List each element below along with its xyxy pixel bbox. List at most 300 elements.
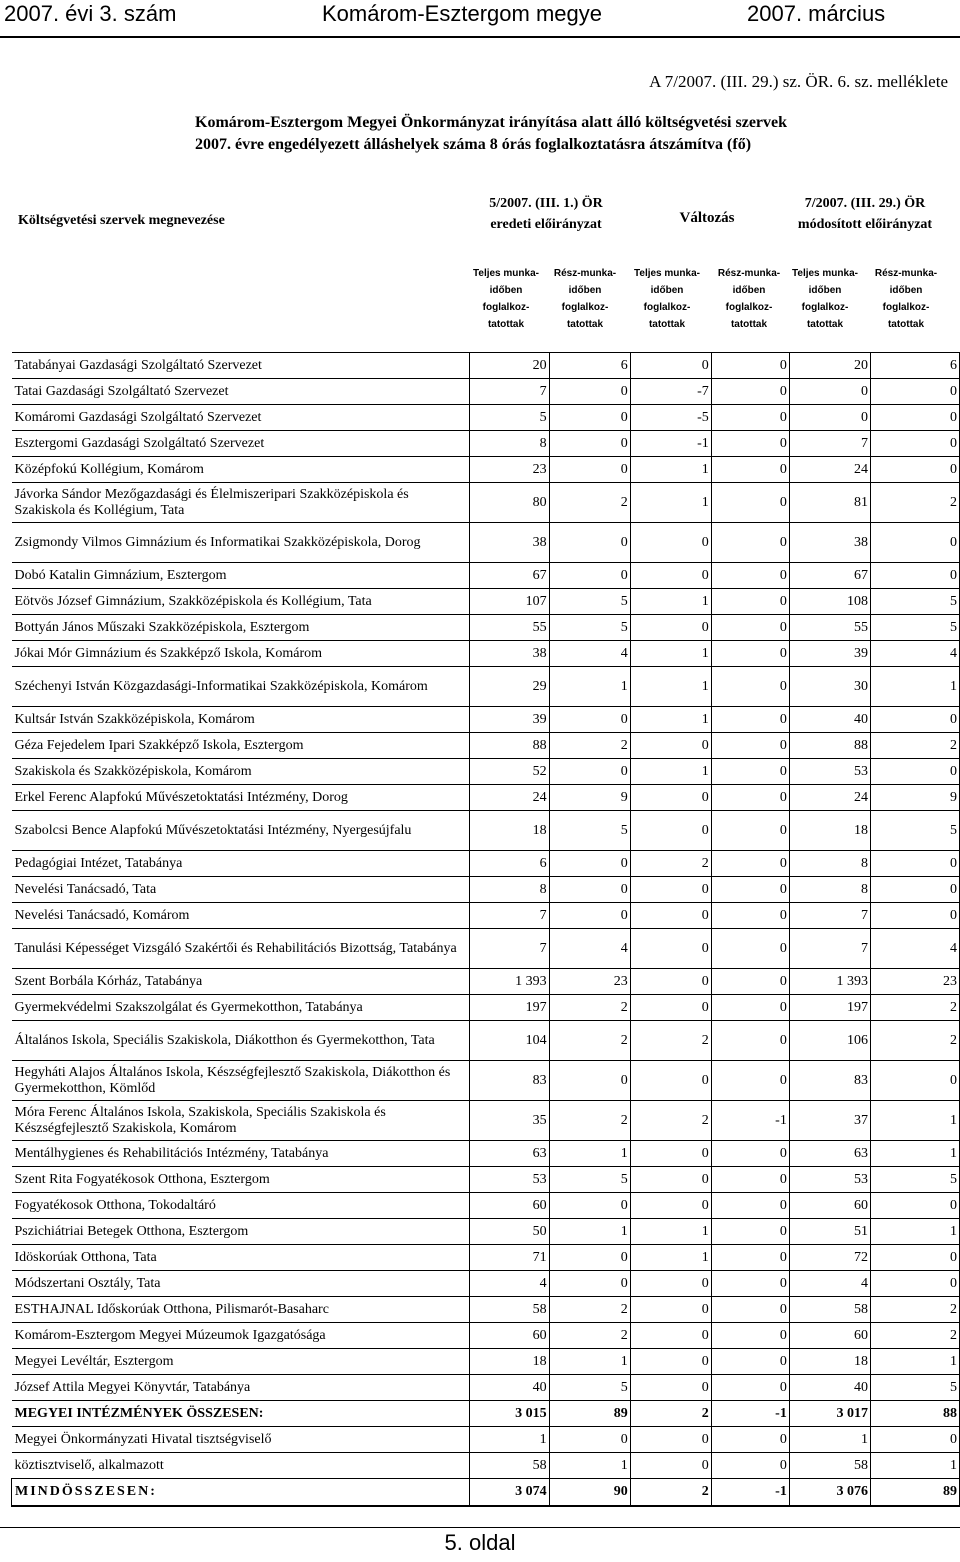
institution-name: Kultsár István Szakközépiskola, Komárom — [12, 707, 470, 733]
value-cell: 8 — [789, 851, 870, 877]
value-cell: 2 — [871, 1323, 960, 1349]
table-row — [12, 1349, 960, 1375]
value-cell: 0 — [549, 457, 630, 483]
value-cell: 1 — [549, 1453, 630, 1479]
value-cell: 0 — [711, 523, 789, 563]
value-cell: 0 — [871, 903, 960, 929]
institution-name: Szakiskola és Szakközépiskola, Komárom — [12, 759, 470, 785]
value-cell: 81 — [789, 483, 870, 523]
value-cell: 4 — [871, 929, 960, 969]
table-row — [12, 563, 960, 589]
institution-name: Mentálhygienes és Rehabilitációs Intézmény, Tatabánya — [12, 1141, 470, 1167]
value-cell: -1 — [711, 1101, 789, 1141]
value-cell: 0 — [711, 589, 789, 615]
value-cell: 1 — [871, 1101, 960, 1141]
value-cell: 0 — [711, 1271, 789, 1297]
value-cell: 6 — [871, 353, 960, 379]
sub-header-line: Rész-munka- — [717, 268, 781, 279]
table-row — [12, 1297, 960, 1323]
value-cell: 60 — [789, 1193, 870, 1219]
sub-header-line: időben — [889, 285, 923, 296]
value-cell: 2 — [871, 1021, 960, 1061]
value-cell: 0 — [711, 1021, 789, 1061]
institution-name: Idöskorúak Otthona, Tata — [12, 1245, 470, 1271]
value-cell: 58 — [789, 1297, 870, 1323]
table-row — [12, 667, 960, 707]
value-cell: 1 — [630, 667, 711, 707]
value-cell: 7 — [470, 929, 549, 969]
value-cell: 1 — [630, 707, 711, 733]
value-cell: 8 — [470, 431, 549, 457]
value-cell: 0 — [630, 1297, 711, 1323]
title-line-1: Komárom-Esztergom Megyei Önkormányzat irányítása alatt álló költségvetési szervek — [195, 114, 788, 131]
value-cell: 2 — [630, 851, 711, 877]
value-cell: 0 — [630, 1193, 711, 1219]
sub-header-line: foglalkoz- — [482, 302, 530, 313]
value-cell: 104 — [470, 1021, 549, 1061]
table-row — [12, 641, 960, 667]
institution-name: Hegyháti Alajos Általános Iskola, Készségfejlesztő Szakiskola, Diákotthon és Gyermekotthon, Kömlőd — [12, 1061, 470, 1101]
modified-budget-label: módosított előirányzat — [797, 217, 933, 232]
value-cell: 23 — [470, 457, 549, 483]
institution-name: MEGYEI INTÉZMÉNYEK ÖSSZESEN: — [12, 1401, 470, 1427]
value-cell: 1 — [630, 1219, 711, 1245]
institution-name: Tanulási Képességet Vizsgáló Szakértői és Rehabilitációs Bizottság, Tatabánya — [12, 929, 470, 969]
value-cell: 197 — [789, 995, 870, 1021]
institution-name: Nevelési Tanácsadó, Tata — [12, 877, 470, 903]
table-row — [12, 405, 960, 431]
value-cell: 1 — [871, 667, 960, 707]
institution-name: Megyei Levéltár, Esztergom — [12, 1349, 470, 1375]
value-cell: 0 — [711, 457, 789, 483]
table-row — [12, 785, 960, 811]
value-cell: 1 — [630, 1245, 711, 1271]
institution-name: Jókai Mór Gimnázium és Szakképző Iskola, Komárom — [12, 641, 470, 667]
value-cell: 24 — [470, 785, 549, 811]
institution-name: köztisztviselő, alkalmazott — [12, 1453, 470, 1479]
value-cell: 0 — [871, 1271, 960, 1297]
table-row — [12, 969, 960, 995]
value-cell: 0 — [711, 1453, 789, 1479]
value-cell: 0 — [549, 1427, 630, 1453]
table-row — [12, 589, 960, 615]
value-cell: 2 — [549, 995, 630, 1021]
sub-header-line: időben — [568, 285, 602, 296]
table-row — [12, 733, 960, 759]
table-row — [12, 1167, 960, 1193]
value-cell: 55 — [789, 615, 870, 641]
value-cell: 0 — [871, 457, 960, 483]
value-cell: 2 — [630, 1479, 711, 1506]
value-cell: 0 — [549, 707, 630, 733]
institution-name: Szent Rita Fogyatékosok Otthona, Esztergom — [12, 1167, 470, 1193]
value-cell: 2 — [549, 1021, 630, 1061]
value-cell: 0 — [871, 1193, 960, 1219]
date-label: 2007. március — [747, 1, 886, 26]
value-cell: 0 — [711, 483, 789, 523]
county-label: Komárom-Esztergom megye — [322, 1, 602, 26]
value-cell: 0 — [549, 431, 630, 457]
value-cell: 38 — [789, 523, 870, 563]
value-cell: 8 — [789, 877, 870, 903]
value-cell: 0 — [630, 929, 711, 969]
sub-header-line: tatottak — [730, 319, 768, 330]
value-cell: 60 — [470, 1193, 549, 1219]
institution-name: Általános Iskola, Speciális Szakiskola, Diákotthon és Gyermekotthon, Tata — [12, 1021, 470, 1061]
sub-header-line: foglalkoz- — [882, 302, 930, 313]
sub-header-5 — [785, 265, 865, 333]
value-cell: 1 — [549, 667, 630, 707]
table-row — [12, 457, 960, 483]
value-cell: 0 — [711, 707, 789, 733]
value-cell: 3 017 — [789, 1401, 870, 1427]
value-cell: 0 — [630, 785, 711, 811]
sub-header-line: Rész-munka- — [874, 268, 938, 279]
value-cell: 0 — [789, 405, 870, 431]
value-cell: 0 — [711, 1219, 789, 1245]
value-cell: 40 — [789, 1375, 870, 1401]
value-cell: 2 — [549, 1323, 630, 1349]
value-cell: 0 — [549, 405, 630, 431]
value-cell: 5 — [871, 811, 960, 851]
value-cell: 3 015 — [470, 1401, 549, 1427]
value-cell: 40 — [789, 707, 870, 733]
value-cell: 0 — [630, 523, 711, 563]
sub-header-line: foglalkoz- — [643, 302, 691, 313]
value-cell: 1 — [549, 1349, 630, 1375]
institution-name: Zsigmondy Vilmos Gimnázium és Informatikai Szakközépiskola, Dorog — [12, 523, 470, 563]
table-row — [12, 929, 960, 969]
value-cell: 0 — [871, 1427, 960, 1453]
value-cell: 0 — [711, 431, 789, 457]
value-cell: 0 — [549, 759, 630, 785]
value-cell: 0 — [871, 563, 960, 589]
value-cell: 4 — [549, 641, 630, 667]
value-cell: 0 — [871, 707, 960, 733]
value-cell: 67 — [470, 563, 549, 589]
sub-header-1 — [466, 265, 546, 333]
value-cell: 0 — [711, 851, 789, 877]
value-cell: 0 — [711, 1297, 789, 1323]
table-row — [12, 353, 960, 379]
value-cell: 0 — [630, 1271, 711, 1297]
value-cell: 1 — [871, 1453, 960, 1479]
value-cell: 2 — [630, 1101, 711, 1141]
value-cell: 35 — [470, 1101, 549, 1141]
value-cell: 0 — [871, 379, 960, 405]
value-cell: 2 — [871, 1297, 960, 1323]
value-cell: 1 — [871, 1219, 960, 1245]
table-row — [12, 1479, 960, 1506]
table-row — [12, 877, 960, 903]
table-row — [12, 759, 960, 785]
value-cell: 0 — [549, 1193, 630, 1219]
value-cell: 5 — [871, 615, 960, 641]
value-cell: 5 — [549, 589, 630, 615]
sub-header-4 — [709, 265, 789, 333]
value-cell: 0 — [630, 995, 711, 1021]
value-cell: 5 — [549, 1167, 630, 1193]
value-cell: 18 — [470, 1349, 549, 1375]
value-cell: 83 — [789, 1061, 870, 1101]
institution-name: Módszertani Osztály, Tata — [12, 1271, 470, 1297]
value-cell: 1 — [470, 1427, 549, 1453]
value-cell: 107 — [470, 589, 549, 615]
institution-name: Erkel Ferenc Alapfokú Művészetoktatási Intézmény, Dorog — [12, 785, 470, 811]
value-cell: -1 — [630, 431, 711, 457]
value-cell: 0 — [549, 903, 630, 929]
value-cell: 7 — [470, 379, 549, 405]
institution-name: Szabolcsi Bence Alapfokú Művészetoktatási Intézmény, Nyergesújfalu — [12, 811, 470, 851]
institution-name: Gyermekvédelmi Szakszolgálat és Gyermekotthon, Tatabánya — [12, 995, 470, 1021]
value-cell: 1 — [549, 1141, 630, 1167]
table-row — [12, 1021, 960, 1061]
table-row — [12, 1323, 960, 1349]
value-cell: 0 — [711, 667, 789, 707]
sub-header-line: foglalkoz- — [725, 302, 773, 313]
value-cell: 7 — [470, 903, 549, 929]
value-cell: 40 — [470, 1375, 549, 1401]
value-cell: 38 — [470, 523, 549, 563]
value-cell: 0 — [711, 615, 789, 641]
value-cell: 72 — [789, 1245, 870, 1271]
sub-header-6 — [866, 265, 946, 333]
sub-header-line: időben — [732, 285, 766, 296]
value-cell: 88 — [871, 1401, 960, 1427]
table-row — [12, 523, 960, 563]
value-cell: 2 — [549, 1101, 630, 1141]
value-cell: 5 — [871, 589, 960, 615]
value-cell: 83 — [470, 1061, 549, 1101]
value-cell: 53 — [789, 1167, 870, 1193]
value-cell: 0 — [871, 877, 960, 903]
institution-name: Széchenyi István Közgazdasági-Informatikai Szakközépiskola, Komárom — [12, 667, 470, 707]
value-cell: 58 — [470, 1453, 549, 1479]
value-cell: 5 — [871, 1167, 960, 1193]
institution-name: Komárom-Esztergom Megyei Múzeumok Igazgatósága — [12, 1323, 470, 1349]
value-cell: 1 — [789, 1427, 870, 1453]
value-cell: 0 — [711, 929, 789, 969]
value-cell: 197 — [470, 995, 549, 1021]
value-cell: 0 — [871, 405, 960, 431]
sub-header-line: Teljes munka- — [634, 268, 700, 279]
table-row — [12, 1271, 960, 1297]
name-column-header: Költségvetési szervek megnevezése — [18, 213, 225, 228]
value-cell: -1 — [711, 1401, 789, 1427]
value-cell: 0 — [871, 1245, 960, 1271]
table-row — [12, 903, 960, 929]
value-cell: 0 — [549, 563, 630, 589]
value-cell: 63 — [789, 1141, 870, 1167]
original-budget-label: eredeti előirányzat — [490, 217, 602, 232]
institution-name: Eötvös József Gimnázium, Szakközépiskola és Kollégium, Tata — [12, 589, 470, 615]
institution-name: Jávorka Sándor Mezőgazdasági és Élelmiszeripari Szakközépiskola és Szakiskola és Kollégium, Tata — [12, 483, 470, 523]
institution-name: Szent Borbála Kórház, Tatabánya — [12, 969, 470, 995]
table-row — [12, 1101, 960, 1141]
value-cell: 5 — [871, 1375, 960, 1401]
value-cell: 67 — [789, 563, 870, 589]
table-row — [12, 707, 960, 733]
value-cell: 0 — [630, 1141, 711, 1167]
value-cell: 0 — [711, 379, 789, 405]
institution-name: Megyei Önkormányzati Hivatal tisztségviselő — [12, 1427, 470, 1453]
value-cell: 20 — [470, 353, 549, 379]
value-cell: -7 — [630, 379, 711, 405]
value-cell: 0 — [549, 379, 630, 405]
table-row — [12, 483, 960, 523]
value-cell: 0 — [711, 1375, 789, 1401]
table-row — [12, 1219, 960, 1245]
value-cell: 88 — [789, 733, 870, 759]
modified-budget-decree: 7/2007. (III. 29.) ÖR — [804, 196, 926, 211]
value-cell: 1 — [630, 641, 711, 667]
table-row — [12, 1375, 960, 1401]
value-cell: 3 076 — [789, 1479, 870, 1506]
sub-header-line: időben — [808, 285, 842, 296]
value-cell: 6 — [470, 851, 549, 877]
value-cell: 0 — [711, 1349, 789, 1375]
institution-name: Pszichiátriai Betegek Otthona, Esztergom — [12, 1219, 470, 1245]
value-cell: 0 — [711, 995, 789, 1021]
value-cell: 38 — [470, 641, 549, 667]
table-row — [12, 1401, 960, 1427]
sub-header-line: Teljes munka- — [792, 268, 858, 279]
value-cell: 60 — [789, 1323, 870, 1349]
value-cell: 0 — [630, 877, 711, 903]
value-cell: 0 — [789, 379, 870, 405]
value-cell: 5 — [470, 405, 549, 431]
institution-name: Pedagógiai Intézet, Tatabánya — [12, 851, 470, 877]
value-cell: 0 — [630, 1453, 711, 1479]
value-cell: 0 — [711, 1141, 789, 1167]
institution-name: Bottyán János Műszaki Szakközépiskola, Esztergom — [12, 615, 470, 641]
institution-name: Tatabányai Gazdasági Szolgáltató Szervezet — [12, 353, 470, 379]
value-cell: 0 — [630, 969, 711, 995]
institution-name: Esztergomi Gazdasági Szolgáltató Szervezet — [12, 431, 470, 457]
value-cell: 1 393 — [789, 969, 870, 995]
institution-name: Nevelési Tanácsadó, Komárom — [12, 903, 470, 929]
table-row — [12, 811, 960, 851]
value-cell: 5 — [549, 615, 630, 641]
institution-name: Géza Fejedelem Ipari Szakképző Iskola, Esztergom — [12, 733, 470, 759]
sub-header-line: időben — [650, 285, 684, 296]
value-cell: 7 — [789, 929, 870, 969]
value-cell: 4 — [789, 1271, 870, 1297]
value-cell: 0 — [711, 969, 789, 995]
value-cell: 24 — [789, 785, 870, 811]
value-cell: 0 — [871, 851, 960, 877]
table-row — [12, 379, 960, 405]
value-cell: 0 — [711, 353, 789, 379]
value-cell: 0 — [630, 1349, 711, 1375]
value-cell: 0 — [630, 1427, 711, 1453]
value-cell: 80 — [470, 483, 549, 523]
value-cell: 2 — [549, 733, 630, 759]
value-cell: 30 — [789, 667, 870, 707]
value-cell: 4 — [871, 641, 960, 667]
value-cell: 2 — [871, 733, 960, 759]
value-cell: 0 — [549, 1271, 630, 1297]
value-cell: 4 — [549, 929, 630, 969]
value-cell: -5 — [630, 405, 711, 431]
table-row — [12, 1141, 960, 1167]
table-row — [12, 1427, 960, 1453]
original-budget-header — [466, 193, 626, 235]
value-cell: 3 074 — [470, 1479, 549, 1506]
institution-name: Középfokú Kollégium, Komárom — [12, 457, 470, 483]
value-cell: 0 — [711, 1427, 789, 1453]
value-cell: 60 — [470, 1323, 549, 1349]
table-row — [12, 851, 960, 877]
value-cell: 108 — [789, 589, 870, 615]
value-cell: 8 — [470, 877, 549, 903]
institution-name: József Attila Megyei Könyvtár, Tatabánya — [12, 1375, 470, 1401]
value-cell: 63 — [470, 1141, 549, 1167]
institution-name: Komáromi Gazdasági Szolgáltató Szervezet — [12, 405, 470, 431]
value-cell: 0 — [549, 877, 630, 903]
value-cell: 90 — [549, 1479, 630, 1506]
sub-header-line: Teljes munka- — [473, 268, 539, 279]
page-header — [0, 0, 960, 35]
value-cell: 2 — [871, 995, 960, 1021]
value-cell: 20 — [789, 353, 870, 379]
institution-name: Móra Ferenc Általános Iskola, Szakiskola, Speciális Szakiskola és Készségfejlesztő Szakiskola, Komárom — [12, 1101, 470, 1141]
value-cell: 0 — [630, 1375, 711, 1401]
value-cell: 55 — [470, 615, 549, 641]
value-cell: 0 — [711, 877, 789, 903]
sub-header-line: Rész-munka- — [553, 268, 617, 279]
sub-header-3 — [627, 265, 707, 333]
value-cell: 89 — [871, 1479, 960, 1506]
table-row — [12, 615, 960, 641]
table-row — [12, 1061, 960, 1101]
sub-header-2 — [545, 265, 625, 333]
value-cell: 37 — [789, 1101, 870, 1141]
value-cell: 0 — [630, 1323, 711, 1349]
value-cell: 0 — [711, 811, 789, 851]
value-cell: 1 — [630, 589, 711, 615]
institution-name: Dobó Katalin Gimnázium, Esztergom — [12, 563, 470, 589]
page-number: 5. oldal — [444, 1530, 516, 1555]
value-cell: 71 — [470, 1245, 549, 1271]
value-cell: 58 — [470, 1297, 549, 1323]
issue-label: 2007. évi 3. szám — [4, 1, 177, 26]
value-cell: 18 — [789, 811, 870, 851]
value-cell: 6 — [549, 353, 630, 379]
sub-header-line: tatottak — [487, 319, 525, 330]
value-cell: 18 — [470, 811, 549, 851]
institution-name: Fogyatékosok Otthona, Tokodaltáró — [12, 1193, 470, 1219]
change-header: Változás — [679, 210, 735, 226]
value-cell: 0 — [711, 1167, 789, 1193]
value-cell: 51 — [789, 1219, 870, 1245]
value-cell: 23 — [549, 969, 630, 995]
value-cell: 24 — [789, 457, 870, 483]
value-cell: 0 — [711, 1323, 789, 1349]
modified-budget-header — [785, 193, 945, 235]
header-rule — [0, 36, 960, 38]
value-cell: 1 — [630, 457, 711, 483]
value-cell: 2 — [630, 1401, 711, 1427]
value-cell: 0 — [711, 641, 789, 667]
value-cell: 2 — [630, 1021, 711, 1061]
value-cell: 39 — [789, 641, 870, 667]
table-row — [12, 1245, 960, 1271]
value-cell: 0 — [711, 1061, 789, 1101]
value-cell: 7 — [789, 431, 870, 457]
value-cell: 88 — [470, 733, 549, 759]
value-cell: 0 — [711, 1193, 789, 1219]
